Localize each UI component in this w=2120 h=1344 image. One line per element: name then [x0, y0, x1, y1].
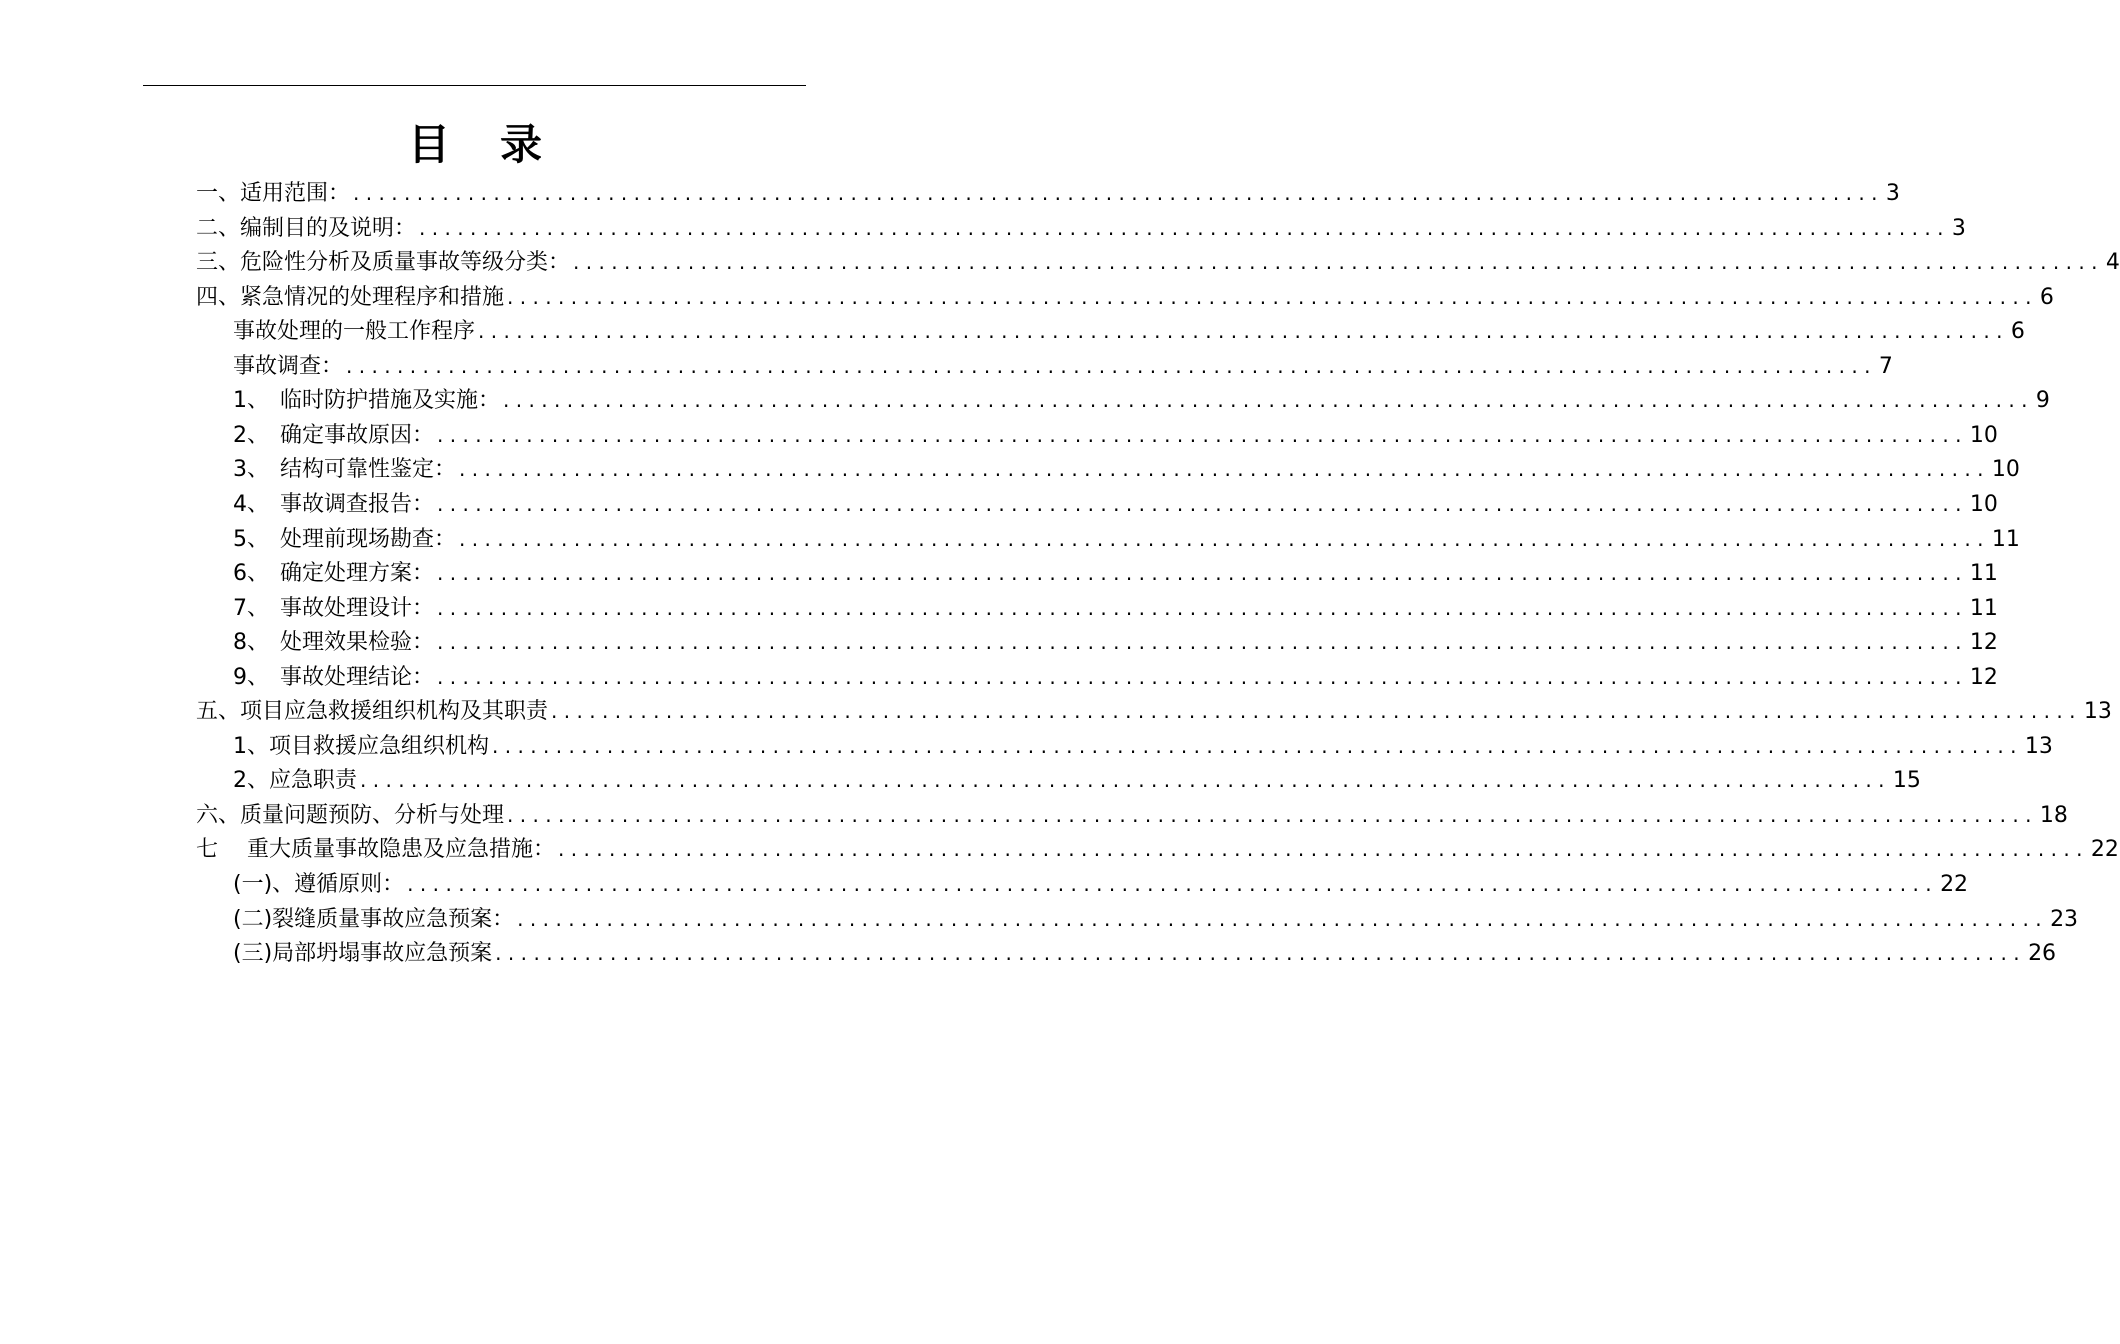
toc-dot-leader: ........................................................................................................................: [459, 526, 1990, 551]
toc-dot-leader: ........................................................................................................................: [517, 906, 2049, 931]
toc-dot-leader: ........................................................................................................................: [495, 941, 2027, 966]
page-title-char-2: 录: [500, 120, 543, 169]
toc-entry[interactable]: [196, 245, 2120, 279]
toc-dot-leader: ........................................................................................................................: [478, 319, 2009, 344]
toc-dot-leader: ........................................................................................................................: [492, 733, 2023, 758]
toc-entry-page-number: 4: [2105, 250, 2120, 276]
toc-entry[interactable]: [233, 418, 1998, 452]
toc-entry-page-number: 22: [1940, 872, 1969, 897]
toc-entry-page-number: 10: [1969, 491, 1998, 517]
toc-entry-label: 7、 事故处理设计：: [233, 595, 434, 621]
toc-entry-label: (一)、遵循原则：: [233, 872, 405, 897]
page-title: [0, 116, 950, 174]
toc-entry[interactable]: [233, 349, 1893, 383]
toc-dot-leader: ........................................................................................................................: [353, 181, 1884, 205]
toc-entry-page-number: 18: [2039, 802, 2068, 828]
toc-entry[interactable]: [233, 383, 2050, 417]
toc-entry[interactable]: [196, 694, 2112, 728]
toc-dot-leader: ........................................................................................................................: [437, 491, 1968, 516]
toc-entry-label: 五、项目应急救援组织机构及其职责: [196, 699, 549, 725]
toc-entry-page-number: 10: [1969, 422, 1998, 448]
toc-entry-label: 事故调查：: [233, 353, 344, 379]
toc-entry[interactable]: [233, 522, 2020, 556]
toc-entry-label: 七 重大质量事故隐患及应急措施：: [196, 837, 555, 863]
toc-dot-leader: ........................................................................................................................: [407, 872, 1939, 896]
toc-dot-leader: ........................................................................................................................: [437, 422, 1968, 447]
toc-entry-page-number: 6: [2039, 284, 2054, 310]
toc-entry-page-number: 22: [2090, 837, 2119, 863]
toc-entry-label: 3、 结构可靠性鉴定：: [233, 457, 456, 483]
toc-entry[interactable]: [233, 487, 1998, 521]
toc-entry-page-number: 3: [1885, 181, 1900, 206]
toc-dot-leader: ........................................................................................................................: [437, 561, 1968, 586]
toc-entry-label: 9、 事故处理结论：: [233, 664, 434, 690]
toc-entry[interactable]: [196, 176, 1900, 210]
toc-entry[interactable]: [233, 902, 2079, 936]
toc-entry-page-number: 11: [1991, 526, 2020, 552]
toc-entry[interactable]: [233, 556, 1998, 590]
toc-dot-leader: ........................................................................................................................: [346, 353, 1877, 378]
header-rule: [143, 85, 806, 86]
toc-entry-label: 三、危险性分析及质量事故等级分类：: [196, 250, 571, 276]
toc-entry-page-number: 13: [2083, 699, 2112, 725]
toc-entry[interactable]: [196, 211, 1966, 245]
toc-entry-label: 6、 确定处理方案：: [233, 561, 434, 587]
toc-entry[interactable]: [233, 936, 2057, 970]
toc-entry-label: 8、 处理效果检验：: [233, 630, 434, 656]
toc-entry-label: 4、 事故调查报告：: [233, 491, 434, 517]
toc-entry-page-number: 10: [1991, 457, 2020, 483]
toc-entry[interactable]: [233, 452, 2020, 486]
toc-dot-leader: ........................................................................................................................: [573, 250, 2104, 275]
toc-entry-label: 四、紧急情况的处理程序和措施: [196, 284, 505, 310]
toc-entry-label: 一、适用范围：: [196, 181, 351, 206]
toc-entry-page-number: 13: [2024, 733, 2053, 759]
toc-dot-leader: ........................................................................................................................: [360, 768, 1891, 793]
toc-entry[interactable]: [233, 867, 1969, 901]
toc-entry-page-number: 7: [1878, 353, 1893, 379]
toc-entry-label: 六、质量问题预防、分析与处理: [196, 802, 505, 828]
toc-entry[interactable]: [233, 591, 1998, 625]
toc-entry-page-number: 12: [1969, 630, 1998, 656]
toc-entry[interactable]: [196, 798, 2068, 832]
toc-entry[interactable]: [233, 729, 2053, 763]
toc-entry-page-number: 12: [1969, 664, 1998, 690]
toc-entry[interactable]: [196, 280, 2054, 314]
toc-dot-leader: ........................................................................................................................: [503, 388, 2034, 413]
toc-entry[interactable]: [233, 763, 1921, 797]
toc-dot-leader: ........................................................................................................................: [507, 802, 2038, 827]
toc-entry-page-number: 23: [2050, 906, 2079, 932]
toc-entry-label: (三)局部坍塌事故应急预案: [233, 941, 493, 967]
toc-dot-leader: ........................................................................................................................: [437, 595, 1968, 620]
toc-entry-label: 5、 处理前现场勘查：: [233, 526, 456, 552]
toc-entry-label: 1、项目救援应急组织机构: [233, 733, 489, 759]
toc-dot-leader: ........................................................................................................................: [558, 837, 2089, 862]
toc-entry-page-number: 9: [2035, 388, 2050, 414]
toc-entry[interactable]: [233, 625, 1998, 659]
toc-entry[interactable]: [233, 314, 2025, 348]
toc-dot-leader: ........................................................................................................................: [419, 215, 1950, 240]
toc-entry-label: 事故处理的一般工作程序: [233, 319, 476, 345]
toc-entry-label: 1、 临时防护措施及实施：: [233, 388, 500, 414]
toc-dot-leader: ........................................................................................................................: [459, 457, 1990, 482]
toc-entry-label: 二、编制目的及说明：: [196, 215, 417, 241]
toc-entry-page-number: 15: [1892, 768, 1921, 794]
toc-entry-label: (二)裂缝质量事故应急预案：: [233, 906, 515, 932]
toc-entry-page-number: 11: [1969, 595, 1998, 621]
toc-entry-label: 2、应急职责: [233, 768, 357, 794]
toc-entry-page-number: 6: [2010, 319, 2025, 345]
toc-entry-page-number: 26: [2028, 941, 2057, 967]
toc-entry-label: 2、 确定事故原因：: [233, 422, 434, 448]
toc-dot-leader: ........................................................................................................................: [507, 284, 2038, 309]
toc-entry[interactable]: [233, 660, 1998, 694]
toc-entry[interactable]: [196, 832, 2119, 866]
toc-dot-leader: ........................................................................................................................: [437, 664, 1968, 689]
toc-entry-page-number: 3: [1951, 215, 1966, 241]
page-title-char-1: 目: [407, 120, 450, 169]
toc-dot-leader: ........................................................................................................................: [551, 699, 2082, 724]
toc-dot-leader: ........................................................................................................................: [437, 630, 1968, 655]
toc-entry-page-number: 11: [1969, 561, 1998, 587]
